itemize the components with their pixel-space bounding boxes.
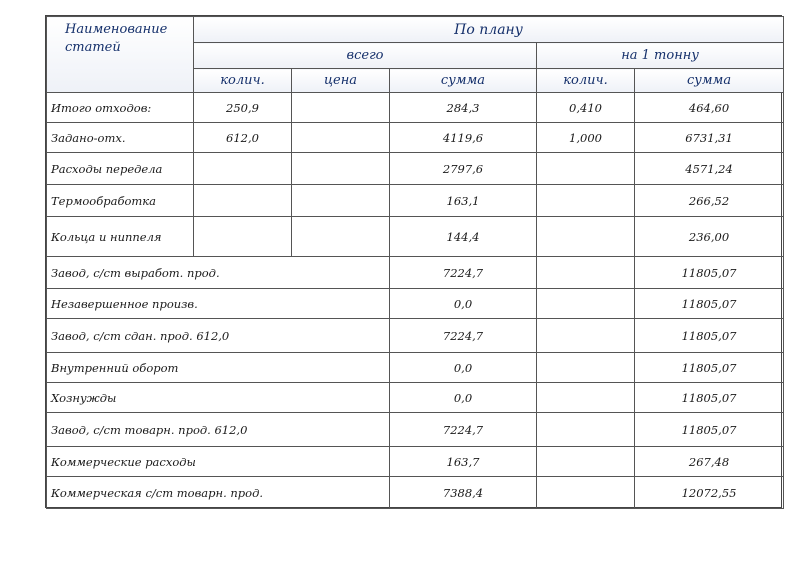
row-sum-cell: 0,0 [390, 383, 537, 413]
row-sum-ton-cell: 6731,31 [635, 123, 784, 153]
row-qty-ton-cell [537, 319, 635, 353]
row-sum-cell: 144,4 [390, 217, 537, 257]
row-sum-cell: 7224,7 [390, 257, 537, 289]
row-name-cell: Завод, с/ст сдан. прод. 612,0 [47, 319, 390, 353]
row-sum-cell: 2797,6 [390, 153, 537, 185]
table-row [47, 217, 784, 257]
row-price-cell [292, 185, 390, 217]
qty-ton-header: колич. [537, 69, 635, 93]
row-sum-cell: 163,1 [390, 185, 537, 217]
row-sum-cell: 7224,7 [390, 319, 537, 353]
table-row [47, 153, 784, 185]
row-name-cell: Коммерческие расходы [47, 447, 390, 477]
row-sum-cell: 7224,7 [390, 413, 537, 447]
row-name-cell: Коммерческая с/ст товарн. прод. [47, 477, 390, 509]
row-name-cell: Расходы передела [47, 153, 194, 185]
row-qty-ton-cell [537, 477, 635, 509]
row-sum-ton-cell: 267,48 [635, 447, 784, 477]
row-name-cell: Задано-отх. [47, 123, 194, 153]
row-sum-cell: 7388,4 [390, 477, 537, 509]
name-header-line1: Наименование [65, 22, 168, 37]
table-row [47, 353, 784, 383]
row-price-cell [292, 217, 390, 257]
row-qty-ton-cell: 0,410 [537, 93, 635, 123]
row-price-cell [292, 123, 390, 153]
row-sum-ton-cell: 11805,07 [635, 353, 784, 383]
row-name-cell: Незавершенное произв. [47, 289, 390, 319]
row-sum-ton-cell: 266,52 [635, 185, 784, 217]
table-row [47, 185, 784, 217]
row-sum-ton-cell: 11805,07 [635, 383, 784, 413]
row-price-cell [292, 93, 390, 123]
table-row [47, 447, 784, 477]
row-name-cell: Термообработка [47, 185, 194, 217]
row-qty-ton-cell [537, 353, 635, 383]
sum-ton-header: сумма [635, 69, 784, 93]
row-name-cell: Итого отходов: [47, 93, 194, 123]
row-qty-ton-cell [537, 217, 635, 257]
table-row [47, 477, 784, 509]
row-sum-cell: 0,0 [390, 353, 537, 383]
row-qty-cell [194, 153, 292, 185]
table-row [47, 413, 784, 447]
row-price-cell [292, 153, 390, 185]
row-qty-ton-cell [537, 185, 635, 217]
cost-table [46, 16, 784, 509]
table-row [47, 93, 784, 123]
name-header-line2: статей [65, 40, 121, 55]
row-name-cell: Хознужды [47, 383, 390, 413]
qty-header: колич. [194, 69, 292, 93]
row-sum-cell: 163,7 [390, 447, 537, 477]
cost-table-sheet [45, 15, 782, 508]
row-sum-cell: 284,3 [390, 93, 537, 123]
row-qty-ton-cell [537, 447, 635, 477]
row-sum-cell: 4119,6 [390, 123, 537, 153]
price-header: цена [292, 69, 390, 93]
row-sum-ton-cell: 11805,07 [635, 319, 784, 353]
row-sum-ton-cell: 11805,07 [635, 257, 784, 289]
row-qty-cell: 250,9 [194, 93, 292, 123]
row-sum-ton-cell: 11805,07 [635, 413, 784, 447]
row-qty-cell [194, 217, 292, 257]
row-sum-cell: 0,0 [390, 289, 537, 319]
row-qty-ton-cell [537, 153, 635, 185]
sum-header: сумма [390, 69, 537, 93]
row-qty-ton-cell [537, 257, 635, 289]
name-column-header [47, 17, 194, 93]
row-qty-cell: 612,0 [194, 123, 292, 153]
table-row [47, 289, 784, 319]
plan-header: По плану [194, 17, 784, 43]
row-name-cell: Завод, с/ст выработ. прод. [47, 257, 390, 289]
table-row [47, 383, 784, 413]
row-sum-ton-cell: 12072,55 [635, 477, 784, 509]
total-header: всего [194, 43, 537, 69]
per-ton-header: на 1 тонну [537, 43, 784, 69]
row-qty-ton-cell: 1,000 [537, 123, 635, 153]
row-sum-ton-cell: 464,60 [635, 93, 784, 123]
table-row [47, 319, 784, 353]
table-row [47, 257, 784, 289]
row-qty-ton-cell [537, 383, 635, 413]
row-name-cell: Завод, с/ст товарн. прод. 612,0 [47, 413, 390, 447]
row-sum-ton-cell: 236,00 [635, 217, 784, 257]
row-sum-ton-cell: 11805,07 [635, 289, 784, 319]
row-sum-ton-cell: 4571,24 [635, 153, 784, 185]
table-row [47, 123, 784, 153]
row-qty-ton-cell [537, 413, 635, 447]
row-qty-cell [194, 185, 292, 217]
row-name-cell: Внутренний оборот [47, 353, 390, 383]
row-qty-ton-cell [537, 289, 635, 319]
row-name-cell: Кольца и ниппеля [47, 217, 194, 257]
